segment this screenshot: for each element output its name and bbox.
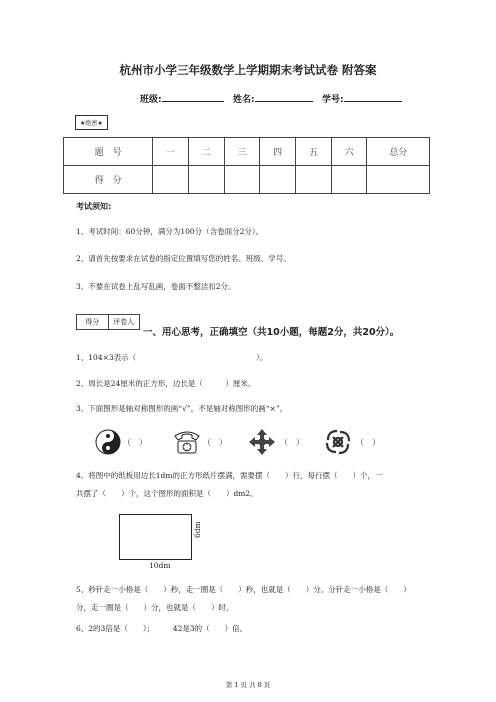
telephone-icon xyxy=(172,428,202,456)
yin-yang-icon xyxy=(94,428,122,456)
name-label: 姓名: xyxy=(233,95,255,105)
answer-blank[interactable]: （ ） xyxy=(123,438,147,447)
notice-item: 3、不要在试卷上乱写乱画，卷面不整洁扣2分。 xyxy=(76,282,236,291)
grader-score-label: 得分 xyxy=(77,315,109,329)
score-input-cell[interactable] xyxy=(331,166,367,194)
page-title: 杭州市小学三年级数学上学期期末考试试卷 附答案 xyxy=(119,63,377,77)
answer-blank[interactable]: （ ） xyxy=(203,438,227,447)
notice-item: 1、考试时间：60分钟，满分为100分（含卷面分2分）。 xyxy=(76,227,264,236)
notice-item: 2、请首先按要求在试卷的指定位置填写您的姓名、班级、学号。 xyxy=(76,254,291,263)
score-table-header-row xyxy=(64,138,430,166)
name-blank xyxy=(255,92,313,102)
table-cell: 一 xyxy=(153,138,189,166)
score-table xyxy=(63,137,430,194)
section-heading: 一、用心思考，正确填空（共10小题，每题2分，共20分）。 xyxy=(143,327,400,338)
question-2: 2、周长是24厘米的正方形，边长是（ ）厘米。 xyxy=(76,379,256,388)
question-3: 3、下面图形是轴对称图形的画“√”，不是轴对称图形的画“×”。 xyxy=(76,404,288,413)
question-1: 1、104×3表示（ ）。 xyxy=(76,353,268,362)
question-5-line-2: 分，走一圈是（ ）分，也就是（ ）时。 xyxy=(76,603,234,612)
table-cell: 得 分 xyxy=(64,166,153,194)
question-4-line-1: 4、将图中的纸板用边长1dm的正方形纸片摆满，需要摆（ ）行，每行摆（ ）个，一 xyxy=(76,471,383,480)
table-cell: 四 xyxy=(260,138,296,166)
table-cell: 三 xyxy=(224,138,260,166)
score-input-cell[interactable] xyxy=(224,166,260,194)
class-label: 班级: xyxy=(140,95,162,105)
question-5-line-1: 5、秒针走一小格是（ ）秒，走一圈是（ ）秒，也就是（ ）分。分针走一小格是（ ） xyxy=(76,585,411,594)
table-cell: 五 xyxy=(296,138,332,166)
score-input-cell[interactable] xyxy=(260,166,296,194)
number-label: 学号: xyxy=(322,95,344,105)
knot-icon xyxy=(324,428,352,456)
question-6: 6、2的3倍是（ ）； 42是3的（ ）倍。 xyxy=(76,624,248,633)
grader-box xyxy=(76,314,140,330)
table-cell: 二 xyxy=(188,138,224,166)
answer-blank[interactable]: （ ） xyxy=(356,438,380,447)
score-input-cell[interactable] xyxy=(367,166,430,194)
notice-title: 考试须知: xyxy=(76,202,112,211)
table-cell: 六 xyxy=(331,138,367,166)
score-input-cell[interactable] xyxy=(188,166,224,194)
rectangle-figure xyxy=(119,514,192,560)
score-input-cell[interactable] xyxy=(296,166,332,194)
rect-width-label: 10dm xyxy=(149,561,171,570)
four-arrows-icon xyxy=(248,428,276,456)
question-4-line-2: 共摆了（ ）个，这个图形的面积是（ ）dm2。 xyxy=(76,489,258,498)
student-info xyxy=(140,92,402,105)
answer-blank[interactable]: （ ） xyxy=(280,438,304,447)
class-blank xyxy=(162,92,224,102)
grader-name-label: 评卷人 xyxy=(113,318,135,326)
rect-height-label: 6dm xyxy=(193,521,202,538)
score-table-score-row xyxy=(64,166,430,194)
page-footer: 第 1 页 共 8 页 xyxy=(225,681,271,689)
number-blank xyxy=(344,92,402,102)
secret-tag: ★绝密★ xyxy=(75,115,108,130)
table-cell: 总分 xyxy=(367,138,430,166)
score-input-cell[interactable] xyxy=(153,166,189,194)
table-cell: 题 号 xyxy=(64,138,153,166)
